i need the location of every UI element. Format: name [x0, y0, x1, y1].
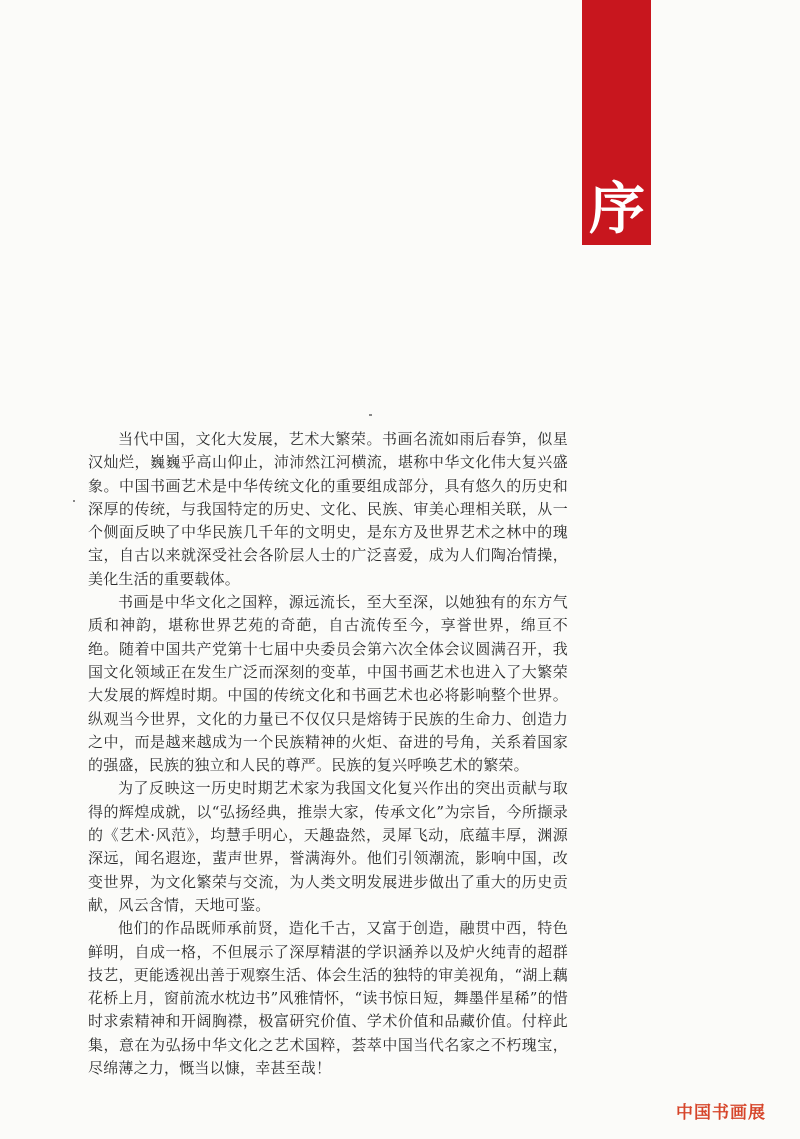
paragraph: 为了反映这一历史时期艺术家为我国文化复兴作出的突出贡献与取得的辉煌成就，以“弘扬经典，推崇大家，传承文化”为宗旨，今所撷录的《艺术·风范》，均慧手明心，天趣盎然，灵犀飞动，底蕴丰厚，渊源深远，闻名遐迩，蜚声世界，誉满海外。他们引领潮流，影响中国，改变世界，为文化繁荣与交流，为人类文明发展进步做出了重大的历史贡献，风云含情，天地可鉴。 — [88, 779, 568, 914]
preface-body — [88, 428, 568, 1080]
speck-mark — [73, 500, 75, 502]
paragraph: 他们的作品既师承前贤，造化千古，又富于创造，融贯中西，特色鲜明，自成一格，不但展示了深厚精湛的学识涵养以及炉火纯青的超群技艺，更能透视出善于观察生活、体会生活的独特的审美视角，“湖上藕花桥上月，窗前流水枕边书”风雅情怀，“读书惊日短，舞墨伴星稀”的惜时求索精神和开阔胸襟，极富研究价值、学术价值和品藏价值。付梓此集，意在为弘扬中华文化之艺术国粹，荟萃中国当代名家之不朽瑰宝，尽绵薄之力，慨当以慷，幸甚至哉！ — [88, 919, 568, 1078]
speck-mark — [369, 414, 372, 416]
paragraph: 书画是中华文化之国粹，源远流长，至大至深，以她独有的东方气质和神韵，堪称世界艺苑的奇葩，自古流传至今，享誉世界，绵亘不绝。随着中国共产党第十七届中央委员会第六次全体会议圆满召开，我国文化领域正在发生广泛而深刻的变革，中国书画艺术也进入了大繁荣大发展的辉煌时期。中国的传统文化和书画艺术也必将影响整个世界。纵观当今世界，文化的力量已不仅仅只是熔铸于民族的生命力、创造力之中，而是越来越成为一个民族精神的火炬、奋进的号角，关系着国家的强盛，民族的独立和人民的尊严。民族的复兴呼唤艺术的繁荣。 — [88, 593, 568, 775]
page-title: 序 — [589, 176, 645, 242]
paragraph: 当代中国，文化大发展，艺术大繁荣。书画名流如雨后春笋，似星汉灿烂，巍巍乎高山仰止，沛沛然江河横流，堪称中华文化伟大复兴盛象。中国书画艺术是中华传统文化的重要组成部分，具有悠久的历史和深厚的传统，与我国特定的历史、文化、民族、审美心理相关联，从一个侧面反映了中华民族几千年的文明史，是东方及世界艺术之林中的瑰宝，自古以来就深受社会各阶层人士的广泛喜爱，成为人们陶冶情操，美化生活的重要载体。 — [88, 430, 568, 588]
footer-label: 中国书画展 — [676, 1103, 766, 1123]
